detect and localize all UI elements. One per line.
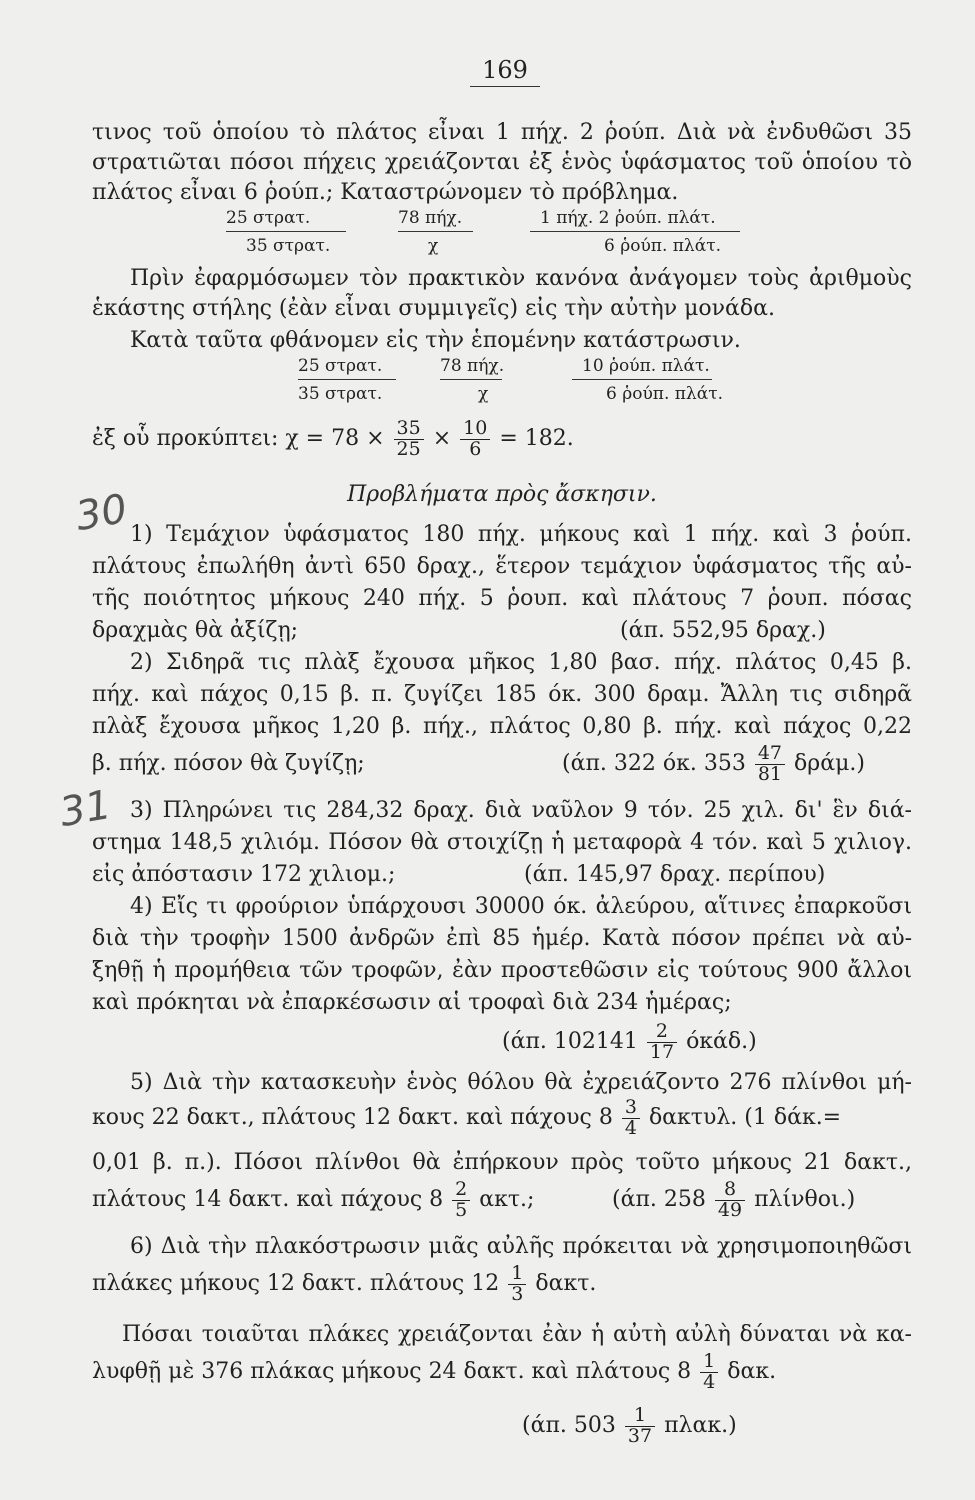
problem6-line-4-denominator: 4 (703, 1370, 716, 1393)
problem2-answer-prefix: (άπ. 322 όκ. 353 (562, 751, 746, 776)
problem5-line-2-numerator: 3 (622, 1098, 640, 1119)
setup1-r1c1: 25 στρατ. (226, 208, 311, 228)
problem6-line-2 (92, 1260, 912, 1314)
setup2-rule-3 (572, 379, 712, 380)
result-f1-numerator: 35 (394, 419, 424, 440)
section-heading: Προβλήματα πρὸς ἄσκησιν. (347, 482, 657, 507)
problem6-line-2-numerator: 1 (508, 1264, 526, 1285)
intro-line-2: στρατιῶται πόσοι πήχεις χρειάζονται ἐξ ἑνὸς ὑφάσματος τοῦ ὁποίου τὸ (92, 150, 912, 175)
problem4-answer-row (92, 1018, 912, 1072)
result-times: × (432, 426, 452, 451)
handwritten-margin-note-2: 31 (56, 781, 115, 837)
problem6-line-1: 6) Διὰ τὴν πλακόστρωσιν μιᾶς αὐλῆς πρόκειται νὰ χρησιμοποιηθῶσι (130, 1234, 912, 1259)
problem5-line-4-denominator: 5 (455, 1198, 468, 1221)
setup1-rule-1 (226, 231, 346, 232)
problem4-line-3: ξηθῇ ἡ προμήθεια τῶν τροφῶν, ἐὰν προστεθῶσιν εἰς τούτους 900 ἄλλοι (92, 958, 912, 983)
problem5-line-2-fraction (622, 1095, 640, 1139)
problem5-line-2-suffix: δακτυλ. (1 δάκ.= (648, 1105, 842, 1130)
problem5-answer-denominator: 49 (717, 1198, 743, 1221)
problem4-line-1: 4) Εἴς τι φρούριον ὑπάρχουσι 30000 όκ. ἀλεύρου, αἵτινες ἐπαρκοῦσι (130, 894, 912, 919)
setup1-r2c3: 6 ῥούπ. πλάτ. (604, 236, 721, 256)
setup2-r2c1: 35 στρατ. (298, 384, 383, 404)
result-equals: = 182. (499, 426, 574, 451)
handwritten-margin-note-1: 30 (72, 485, 131, 541)
result-f1-denominator: 25 (396, 437, 421, 460)
result-f2-denominator: 6 (469, 437, 482, 460)
problem4-answer-prefix: (άπ. 102141 (502, 1029, 638, 1054)
problem4-answer-numerator: 2 (647, 1022, 677, 1043)
problem1-line-2: πλάτους ἐπωλήθη ἀντὶ 650 δραχ., ἕτερον τεμάχιον ὑφάσματος τῆς αὐ- (92, 554, 912, 579)
problem2-line-2: πήχ. καὶ πάχος 0,15 β. π. ζυγίζει 185 όκ. 300 δραμ. Ἄλλη τις σιδηρᾶ (92, 682, 912, 707)
para2-line-2: ἑκάστης στήλης (ἐὰν εἶναι συμμιγεῖς) εἰς τὴν αὐτὴν μονάδα. (92, 296, 775, 321)
problem4-answer-denominator: 17 (649, 1040, 675, 1063)
problem6-line-2-fraction (508, 1261, 526, 1305)
setup1-r2c1: 35 στρατ. (246, 236, 331, 256)
para2-line-1: Πρὶν ἐφαρμόσωμεν τὸν πρακτικὸν κανόνα ἀνάγομεν τοὺς ἀριθμοὺς (130, 266, 912, 291)
problem6-answer (522, 1402, 737, 1450)
problem2-answer-fraction (755, 741, 785, 785)
problem5-answer-fraction (715, 1177, 745, 1221)
problem6-answer-row (92, 1402, 912, 1456)
problem6-answer-fraction (625, 1403, 655, 1447)
setup2-rule-2 (440, 379, 502, 380)
problem5-line-2 (92, 1094, 912, 1148)
problem6-line-2-prefix: πλάκες μήκους 12 δακτ. πλάτους 12 (92, 1271, 500, 1296)
problem5-line-4-numerator: 2 (452, 1180, 470, 1201)
setup1-r2c2: χ (428, 236, 439, 256)
problem5-line-4-unit: ακτ.; (479, 1187, 535, 1212)
problem6-line-3: Πόσαι τοιαῦται πλάκες χρειάζονται ἐὰν ἡ αὐτὴ αὐλὴ δύναται νὰ κα- (122, 1322, 912, 1347)
result-f2-numerator: 10 (460, 419, 490, 440)
problem2-line-1: 2) Σιδηρᾶ τις πλὰξ ἔχουσα μῆκος 1,80 βασ. πήχ. πλάτος 0,45 β. (130, 650, 912, 675)
problem4-answer (502, 1018, 757, 1066)
setup1-r1c3: 1 πήχ. 2 ῥούπ. πλάτ. (540, 208, 716, 228)
result-formula (92, 414, 912, 468)
problem6-line-2-suffix: δακτ. (535, 1271, 597, 1296)
problem6-line-4-numerator: 1 (700, 1352, 718, 1373)
problem4-line-4: καὶ πρόκηται νὰ ἐπαρκέσωσιν αἱ τροφαὶ διὰ 234 ἡμέρας; (92, 990, 732, 1015)
result-prefix: ἐξ οὗ προκύπτει: χ = 78 × (92, 426, 385, 451)
problem6-line-2-denominator: 3 (511, 1282, 524, 1305)
problem2-question-end: β. πήχ. πόσον θὰ ζυγίζῃ; (92, 751, 365, 776)
problem2-line-3: πλὰξ ἔχουσα μῆκος 1,20 β. πήχ., πλάτος 0,80 β. πήχ. καὶ πάχος 0,22 (92, 714, 912, 739)
problem5-answer-suffix: πλίνθοι.) (754, 1187, 856, 1212)
result-fraction-1 (394, 416, 424, 460)
setup2-r1c1: 25 στρατ. (298, 356, 383, 376)
problem4-answer-suffix: όκάδ.) (686, 1029, 757, 1054)
problem5-line-2-denominator: 4 (624, 1116, 637, 1139)
setup2-rule-1 (298, 379, 396, 380)
problem2-line-4 (92, 740, 912, 794)
problem3-answer: (άπ. 145,97 δραχ. περίπου) (524, 862, 826, 887)
problem5-line-4-prefix: πλάτους 14 δακτ. καὶ πάχους 8 (92, 1187, 444, 1212)
setup2-r1c2: 78 πήχ. (440, 356, 505, 376)
problem5-line-3: 0,01 β. π.). Πόσοι πλίνθοι θὰ ἐπήρκουν πρὸς τοῦτο μήκους 21 δακτ., (92, 1150, 912, 1175)
problem6-answer-numerator: 1 (625, 1406, 655, 1427)
problem6-answer-denominator: 37 (627, 1424, 653, 1447)
setup1-r1c2: 78 πήχ. (398, 208, 463, 228)
page-number: 169 (470, 56, 540, 87)
problem6-line-4 (92, 1348, 912, 1402)
intro-line-3: πλάτος εἶναι 6 ῥούπ.; Καταστρώνομεν τὸ πρόβλημα. (92, 180, 679, 205)
problem3-question-end: εἰς ἀπόστασιν 172 χιλιομ.; (92, 862, 396, 887)
problem5-line-4 (92, 1176, 912, 1230)
problem1-answer: (άπ. 552,95 δραχ.) (620, 618, 826, 643)
problem1-question-end: δραχμὰς θὰ ἀξίζῃ; (92, 618, 299, 643)
problem1-line-4 (92, 616, 912, 646)
result-fraction-2 (460, 416, 490, 460)
problem2-answer-suffix: δράμ.) (794, 751, 865, 776)
setup1-rule-2 (398, 231, 473, 232)
intro-line-1: τινος τοῦ ὁποίου τὸ πλάτος εἶναι 1 πήχ. 2 ῥούπ. Διὰ νὰ ἐνδυθῶσι 35 (92, 120, 912, 145)
problem1-line-3: τῆς ποιότητος μήκους 240 πήχ. 5 ῥουπ. καὶ πλάτους 7 ῥουπ. πόσας (92, 586, 912, 611)
problem6-line-4-suffix: δακ. (727, 1359, 777, 1384)
problem3-line-2: στημα 148,5 χιλιόμ. Πόσον θὰ στοιχίζῃ ἡ μεταφορὰ 4 τόν. καὶ 5 χιλιογ. (92, 830, 912, 855)
problem6-answer-prefix: (άπ. 503 (522, 1413, 616, 1438)
para2-line-3: Κατὰ ταῦτα φθάνομεν εἰς τὴν ἑπομένην κατάστρωσιν. (130, 328, 741, 353)
problem5-answer-numerator: 8 (715, 1180, 745, 1201)
problem3-line-3 (92, 860, 912, 890)
problem6-line-4-fraction (700, 1349, 718, 1393)
problem1-line-1: 1) Τεμάχιον ὑφάσματος 180 πήχ. μήκους καὶ 1 πήχ. καὶ 3 ῥούπ. (130, 522, 912, 547)
problem5-line-2-prefix: κους 22 δακτ., πλάτους 12 δακτ. καὶ πάχους 8 (92, 1105, 613, 1130)
setup2-r2c3: 6 ῥούπ. πλάτ. (606, 384, 723, 404)
setup1-rule-3 (530, 231, 740, 232)
problem3-line-1: 3) Πληρώνει τις 284,32 δραχ. διὰ ναῦλον 9 τόν. 25 χιλ. δι' ἓν διά- (130, 798, 912, 823)
problem5-answer (612, 1176, 855, 1224)
setup2-r2c2: χ (478, 384, 489, 404)
problem4-answer-fraction (647, 1019, 677, 1063)
problem5-answer-prefix: (άπ. 258 (612, 1187, 706, 1212)
problem6-answer-suffix: πλακ.) (664, 1413, 737, 1438)
problem4-line-2: διὰ τὴν τροφὴν 1500 ἀνδρῶν ἐπὶ 85 ἡμέρ. Κατὰ πόσον πρέπει νὰ αὐ- (92, 926, 912, 951)
problem5-line-4-fraction (452, 1177, 470, 1221)
setup2-r1c3: 10 ῥούπ. πλάτ. (582, 356, 710, 376)
problem2-answer-denominator: 81 (757, 762, 783, 785)
problem2-answer-numerator: 47 (755, 744, 785, 765)
problem6-line-4-prefix: λυφθῇ μὲ 376 πλάκας μήκους 24 δακτ. καὶ πλάτους 8 (92, 1359, 692, 1384)
problem5-line-1: 5) Διὰ τὴν κατασκευὴν ἑνὸς θόλου θὰ ἐχρειάζοντο 276 πλίνθοι μή- (130, 1070, 912, 1095)
problem2-answer (562, 740, 865, 788)
